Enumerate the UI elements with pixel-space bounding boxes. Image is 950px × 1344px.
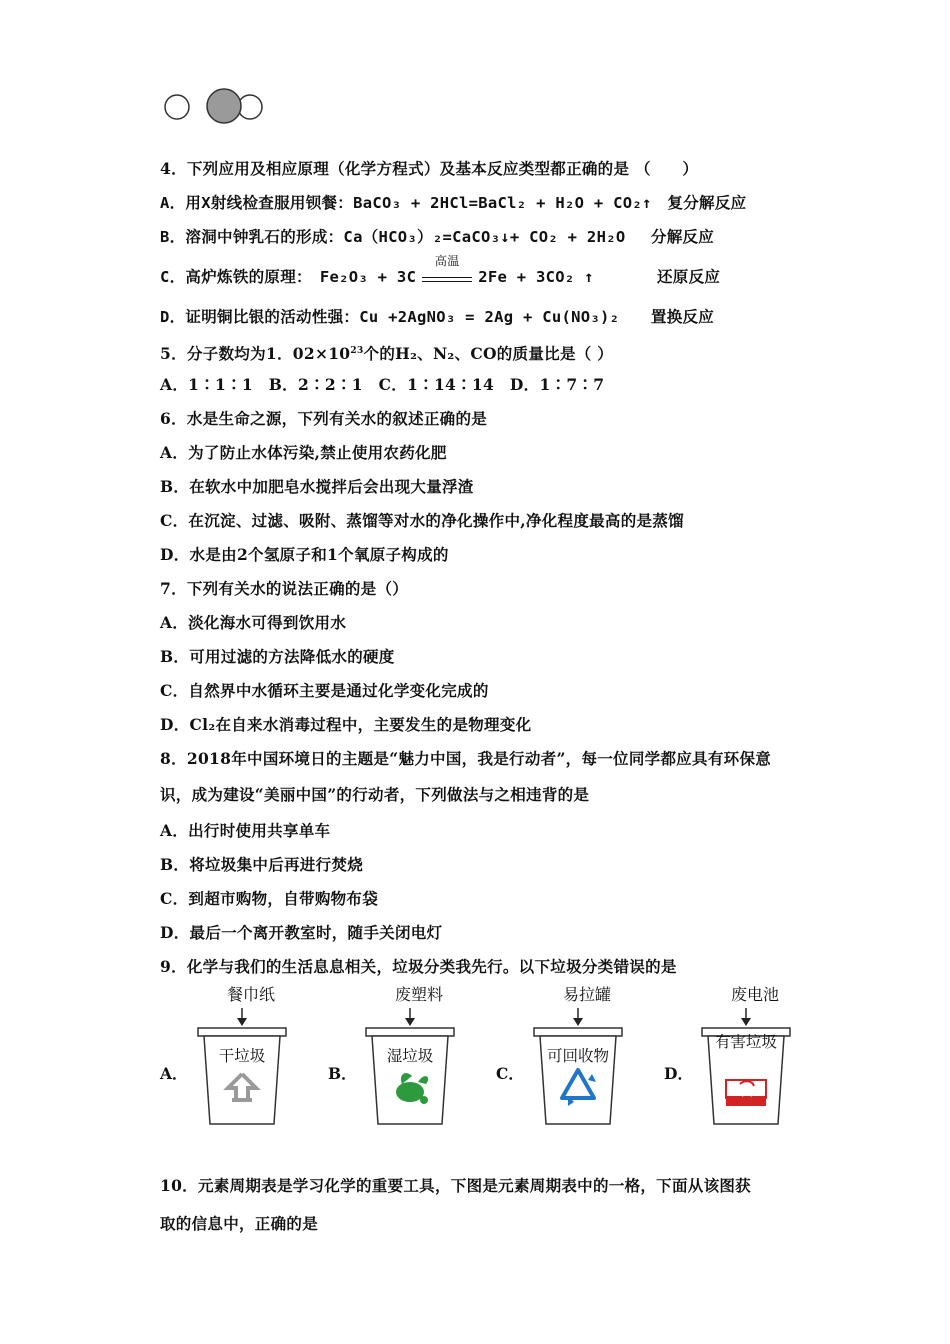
q4-option-c bbox=[160, 254, 800, 300]
reaction-condition-arrow bbox=[422, 253, 472, 288]
bin-b-letter: B． bbox=[328, 1064, 357, 1083]
q5-stem-pre: 5．分子数均为1．02×10 bbox=[160, 344, 351, 363]
bin-b-drawing bbox=[362, 984, 474, 1154]
q6-option-c: C．在沉淀、过滤、吸附、蒸馏等对水的净化操作中,净化程度最高的是蒸馏 bbox=[160, 511, 684, 530]
bin-d-item: 废电池 bbox=[730, 985, 779, 1004]
q9-bin-options bbox=[160, 984, 800, 1159]
bin-d-drawing bbox=[698, 984, 810, 1154]
bin-b-item: 废塑料 bbox=[394, 985, 443, 1004]
q7-option-b: B．可用过滤的方法降低水的硬度 bbox=[160, 647, 395, 666]
bin-option-a bbox=[160, 984, 310, 1159]
q4-option-c-prefix: C．高炉炼铁的原理： Fe₂O₃ + 3C bbox=[160, 268, 417, 286]
bin-d-label: 有害垃圾 bbox=[714, 1033, 777, 1051]
bin-c-drawing bbox=[530, 984, 642, 1154]
q5-stem bbox=[160, 334, 800, 368]
q6-option-b: B．在软水中加肥皂水搅拌后会出现大量浮渣 bbox=[160, 477, 474, 496]
q9-stem: 9．化学与我们的生活息息相关，垃圾分类我先行。以下垃圾分类错误的是 bbox=[160, 957, 677, 976]
molecule-diagram bbox=[160, 86, 270, 128]
bin-a-drawing bbox=[194, 984, 306, 1154]
q10-block bbox=[160, 1167, 800, 1243]
question-column bbox=[160, 152, 800, 1243]
q7-option-a: A．淡化海水可得到饮用水 bbox=[160, 613, 347, 632]
q6-option-d: D．水是由2个氢原子和1个氧原子构成的 bbox=[160, 545, 449, 564]
q10-stem-line1: 10．元素周期表是学习化学的重要工具，下图是元素周期表中的一格，下面从该图获 bbox=[160, 1176, 751, 1195]
bin-a-item: 餐巾纸 bbox=[226, 985, 275, 1004]
bin-b-label: 湿垃圾 bbox=[386, 1047, 434, 1065]
bin-d-letter: D． bbox=[664, 1064, 693, 1083]
q7-stem: 7．下列有关水的说法正确的是（） bbox=[160, 579, 409, 598]
bin-option-b bbox=[328, 984, 478, 1159]
bin-option-d bbox=[664, 984, 814, 1159]
bin-c-letter: C． bbox=[496, 1064, 524, 1083]
bin-a-label: 干垃圾 bbox=[218, 1047, 266, 1065]
white-atom-left bbox=[165, 95, 189, 119]
q4-stem: 4．下列应用及相应原理（化学方程式）及基本反应类型都正确的是 （ ） bbox=[160, 159, 699, 178]
q7-option-c: C．自然界中水循环主要是通过化学变化完成的 bbox=[160, 681, 489, 700]
q4-option-a: A．用X射线检查服用钡餐：BaCO₃ + 2HCl=BaCl₂ + H₂O + CO₂↑ 复分解反应 bbox=[160, 194, 747, 212]
q6-stem: 6．水是生命之源，下列有关水的叙述正确的是 bbox=[160, 409, 488, 428]
bin-c-label: 可回收物 bbox=[546, 1047, 609, 1065]
q8-option-c: C．到超市购物，自带购物布袋 bbox=[160, 889, 379, 908]
q4-option-c-suffix: 2Fe + 3CO₂ ↑ 还原反应 bbox=[478, 268, 721, 286]
bin-c-item: 易拉罐 bbox=[562, 985, 611, 1004]
q7-option-d: D．Cl₂在自来水消毒过程中，主要发生的是物理变化 bbox=[160, 715, 532, 734]
q8-option-d: D．最后一个离开教室时，随手关闭电灯 bbox=[160, 923, 443, 942]
reaction-condition-label: 高温 bbox=[434, 253, 460, 268]
q8-stem-line1: 8．2018年中国环境日的主题是“魅力中国，我是行动者”，每一位同学都应具有环保意 bbox=[160, 749, 772, 768]
bin-option-c bbox=[496, 984, 646, 1159]
hazardous-icon bbox=[726, 1080, 766, 1106]
q5-exponent: 23 bbox=[350, 346, 364, 356]
q6-option-a: A．为了防止水体污染,禁止使用农药化肥 bbox=[160, 443, 447, 462]
bin-a-letter: A． bbox=[160, 1064, 188, 1083]
q4-option-b: B．溶洞中钟乳石的形成：Ca（HCO₃）₂=CaCO₃↓+ CO₂ + 2H₂O 分解反应 bbox=[160, 228, 715, 246]
grey-atom bbox=[207, 89, 241, 123]
q10-stem-line2: 取的信息中，正确的是 bbox=[160, 1214, 319, 1233]
q5-options: A．1∶1∶1 B．2∶2∶1 C．1∶14∶14 D．1∶7∶7 bbox=[160, 375, 605, 394]
q8-option-b: B．将垃圾集中后再进行焚烧 bbox=[160, 855, 364, 874]
q8-stem-line2: 识，成为建设“美丽中国”的行动者，下列做法与之相违背的是 bbox=[160, 785, 590, 804]
q4-option-d: D．证明铜比银的活动性强：Cu +2AgNO₃ = 2Ag + Cu(NO₃)₂ 置换反应 bbox=[160, 308, 715, 326]
q8-option-a: A．出行时使用共享单车 bbox=[160, 821, 331, 840]
q5-stem-post: 个的H₂、N₂、CO的质量比是（ ） bbox=[363, 344, 614, 363]
